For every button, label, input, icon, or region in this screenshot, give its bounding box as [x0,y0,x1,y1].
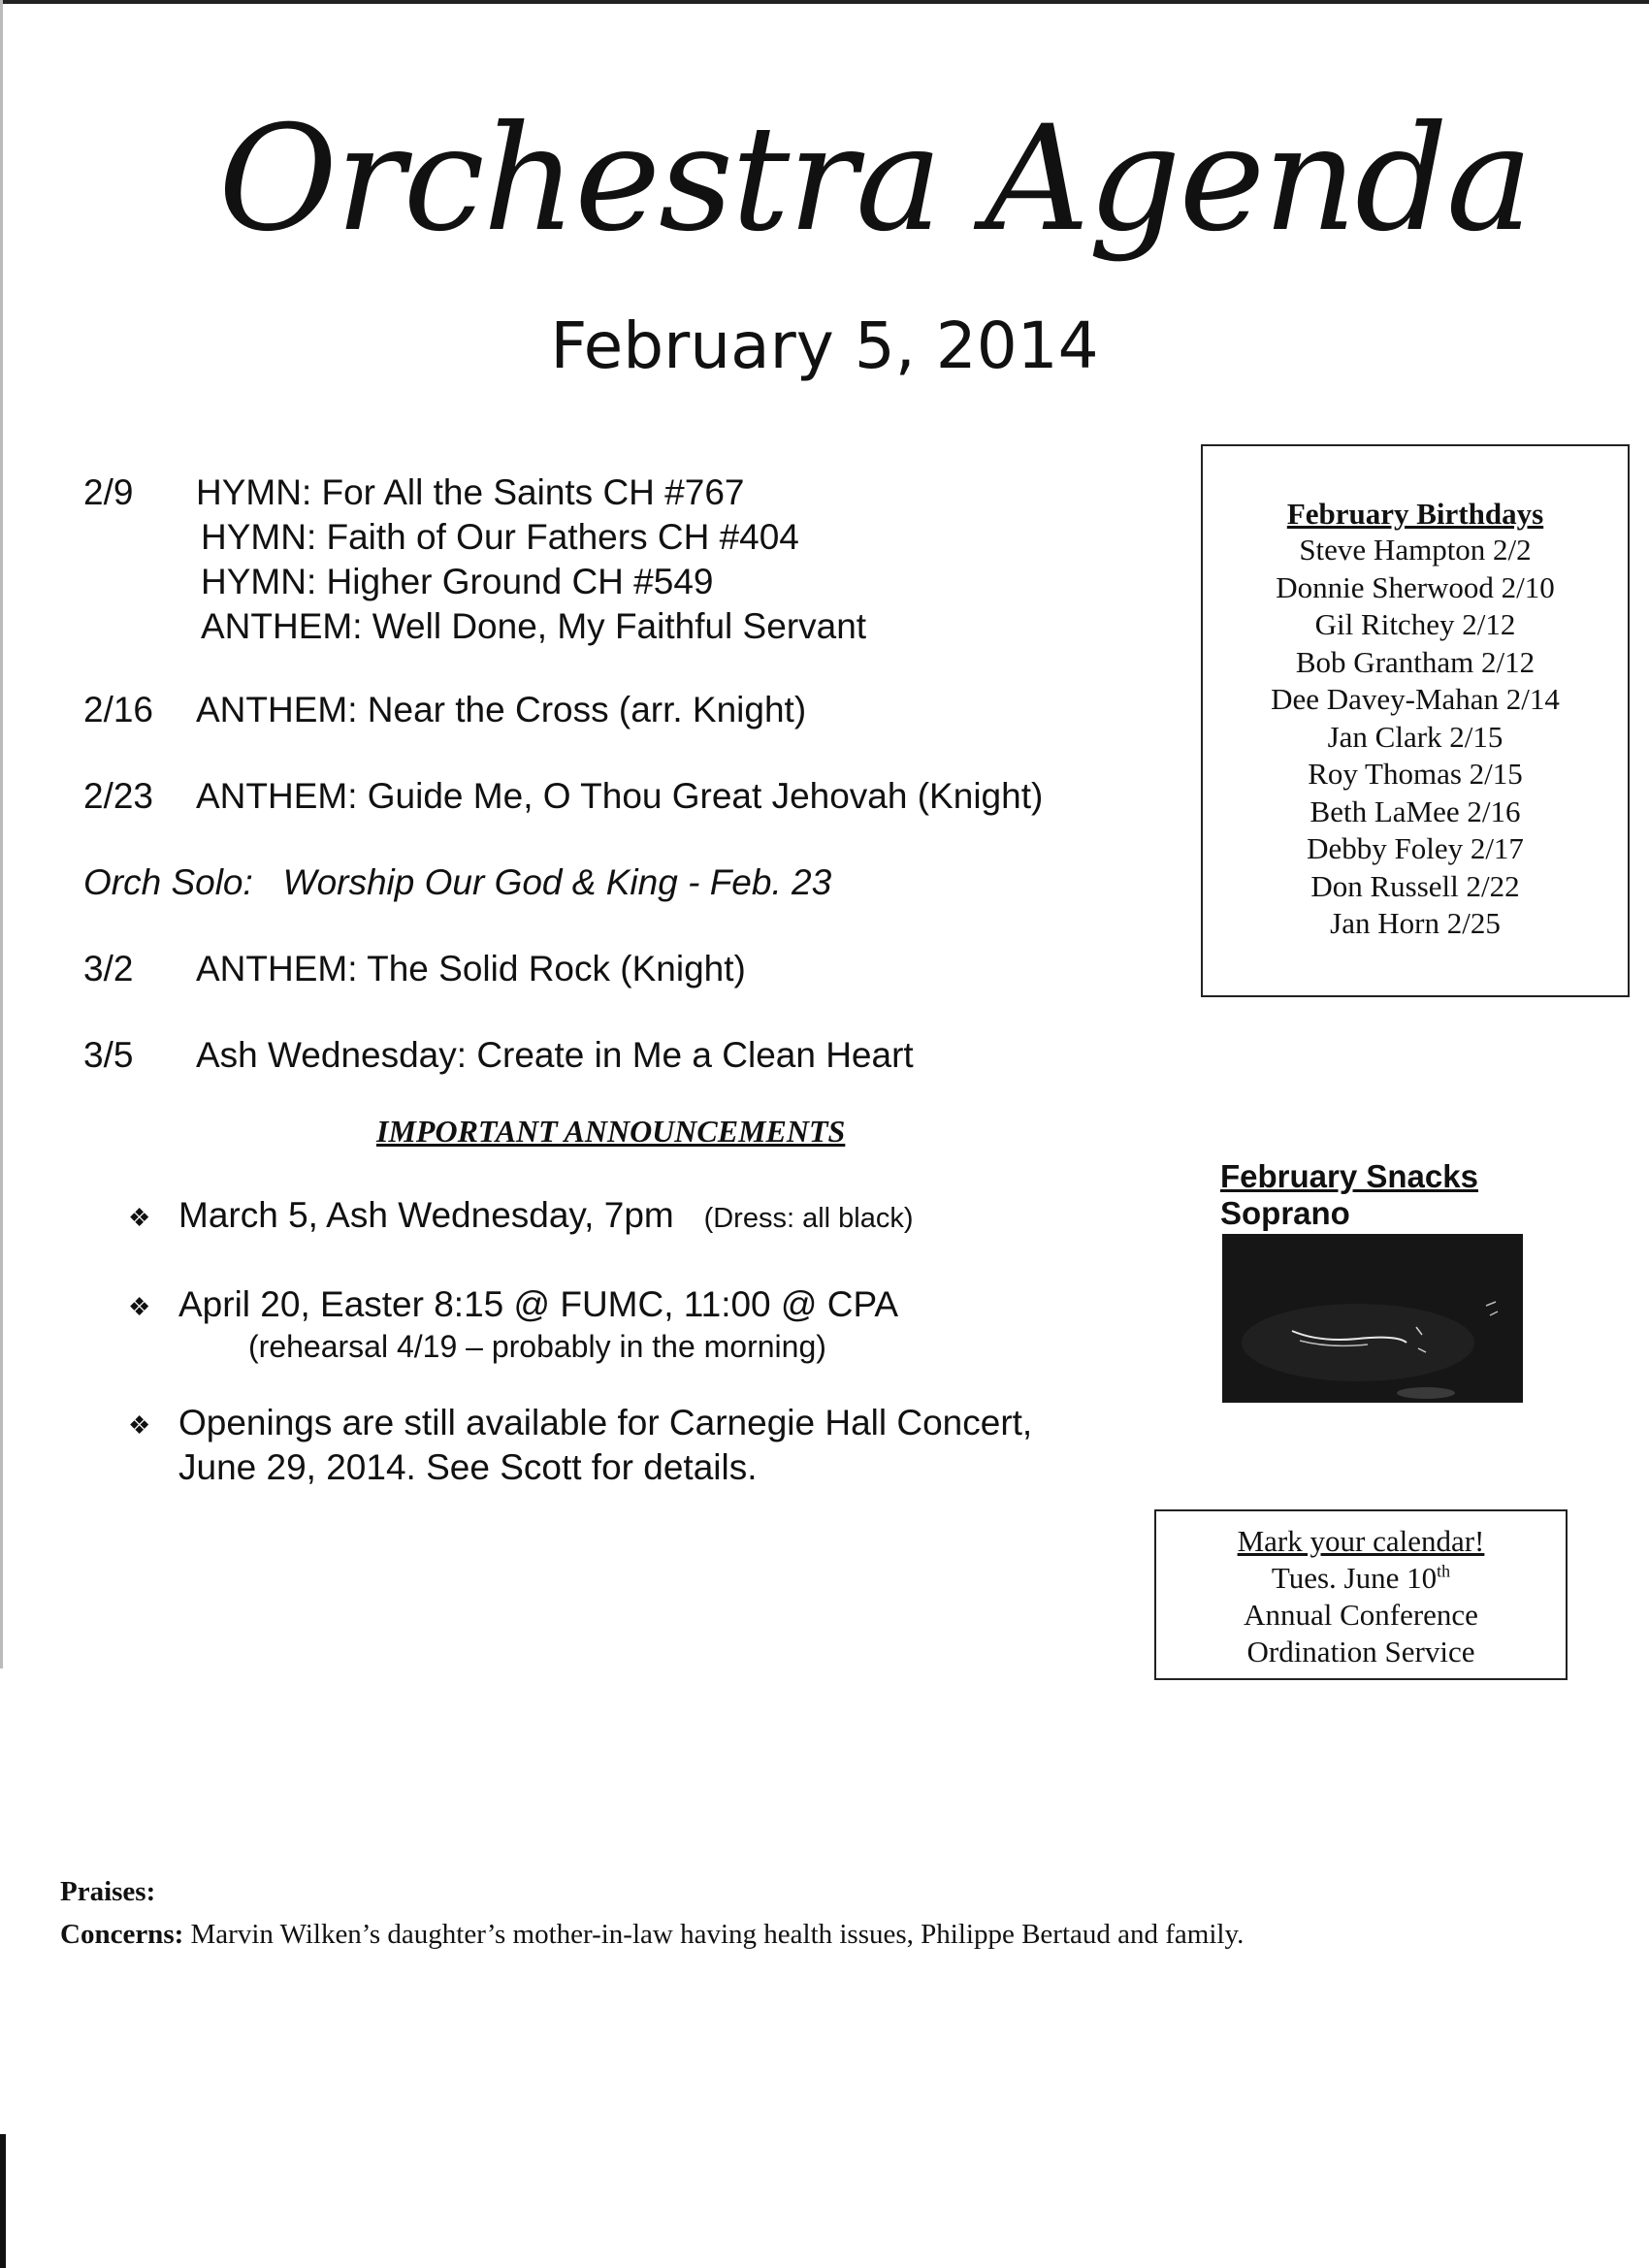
concerns-line [60,1913,1612,1956]
snacks-section [1220,1158,1478,1232]
birthday-item: Beth LaMee 2/16 [1310,794,1521,828]
scan-edge-top [0,0,1649,4]
birthday-item: Bob Grantham 2/12 [1295,644,1536,679]
agenda-items [196,1033,1166,1078]
birthday-item: Debby Foley 2/17 [1307,831,1524,865]
agenda-item: HYMN: Faith of Our Fathers CH #404 [201,517,799,557]
orch-solo [83,860,831,905]
calendar-event-line: Annual Conference [1244,1598,1478,1632]
diamond-bullet-icon: ❖ [128,1203,151,1232]
snacks-section-name: Soprano [1220,1195,1350,1231]
announcements-heading: IMPORTANT ANNOUNCEMENTS [376,1114,846,1149]
praises-line [60,1870,1612,1913]
agenda-date: 3/5 [83,1035,134,1075]
praises-concerns [60,1870,1612,1956]
calendar-box [1154,1509,1568,1680]
birthday-item: Jan Clark 2/15 [1327,719,1504,754]
diamond-bullet-icon: ❖ [128,1292,151,1321]
snacks-photo [1222,1234,1523,1403]
announcement-subnote: (rehearsal 4/19 – probably in the morning) [248,1329,826,1364]
birthday-item: Donnie Sherwood 2/10 [1276,569,1555,604]
agenda-items [196,688,1166,732]
agenda-items [196,470,1166,649]
birthday-item: Dee Davey-Mahan 2/14 [1271,682,1560,716]
birthday-item: Don Russell 2/22 [1310,868,1520,903]
diamond-bullet-icon: ❖ [128,1410,151,1440]
announcement-text [178,1282,1148,1366]
agenda-date: 2/23 [83,776,154,816]
orch-solo-date: - Feb. 23 [688,862,832,902]
announcement-main: Openings are still available for Carnegie Hall Concert, [178,1403,1033,1442]
birthdays-heading: February Birthdays [1286,497,1544,531]
calendar-date-suffix: th [1437,1561,1451,1581]
agenda-items [196,947,1166,991]
agenda-item: HYMN: For All the Saints CH #767 [196,472,745,512]
agenda-item: ANTHEM: The Solid Rock (Knight) [196,949,746,988]
announcement-main: March 5, Ash Wednesday, 7pm [178,1195,674,1235]
agenda-item: ANTHEM: Guide Me, O Thou Great Jehovah (Knight) [196,776,1044,816]
announcement-main: April 20, Easter 8:15 @ FUMC, 11:00 @ CPA [178,1284,899,1324]
orch-solo-piece: Worship Our God & King [282,862,678,902]
birthday-item: Roy Thomas 2/15 [1308,757,1523,791]
calendar-date: Tues. June 10 [1271,1561,1438,1595]
agenda-item: HYMN: Higher Ground CH #549 [201,562,714,601]
document-date: February 5, 2014 [550,308,1099,383]
orch-solo-label: Orch Solo: [83,862,253,902]
calendar-date-line [1156,1560,1566,1597]
agenda-item: ANTHEM: Well Done, My Faithful Servant [201,606,867,646]
calendar-heading: Mark your calendar! [1237,1524,1485,1558]
concerns-label: Concerns: [60,1919,184,1950]
agenda-date: 2/9 [83,472,134,512]
announcement-text [178,1193,1148,1241]
announcement-line2: June 29, 2014. See Scott for details. [178,1447,758,1487]
agenda-date: 3/2 [83,949,134,988]
birthday-item: Gil Ritchey 2/12 [1314,607,1516,641]
concerns-text: Marvin Wilken’s daughter’s mother-in-law having health issues, Philippe Bertaud and family. [190,1919,1245,1950]
birthdays-box [1201,444,1630,997]
calendar-event-line: Ordination Service [1246,1635,1475,1669]
document-title: Orchestra Agenda [218,95,1532,264]
agenda-item: ANTHEM: Near the Cross (arr. Knight) [196,690,807,729]
birthday-item: Jan Horn 2/25 [1330,906,1501,940]
agenda-item: Ash Wednesday: Create in Me a Clean Heart [196,1035,914,1075]
agenda-items [196,774,1166,819]
scan-edge-left-dark [0,2134,6,2268]
announcement-note: (Dress: all black) [703,1203,914,1234]
birthday-item: Steve Hampton 2/2 [1299,533,1532,567]
agenda-date: 2/16 [83,690,154,729]
snacks-photo-image [1222,1234,1523,1403]
scan-edge-left [0,0,3,1669]
praises-label: Praises: [60,1876,156,1907]
announcement-text [178,1401,1148,1490]
snacks-heading: February Snacks [1220,1158,1478,1194]
